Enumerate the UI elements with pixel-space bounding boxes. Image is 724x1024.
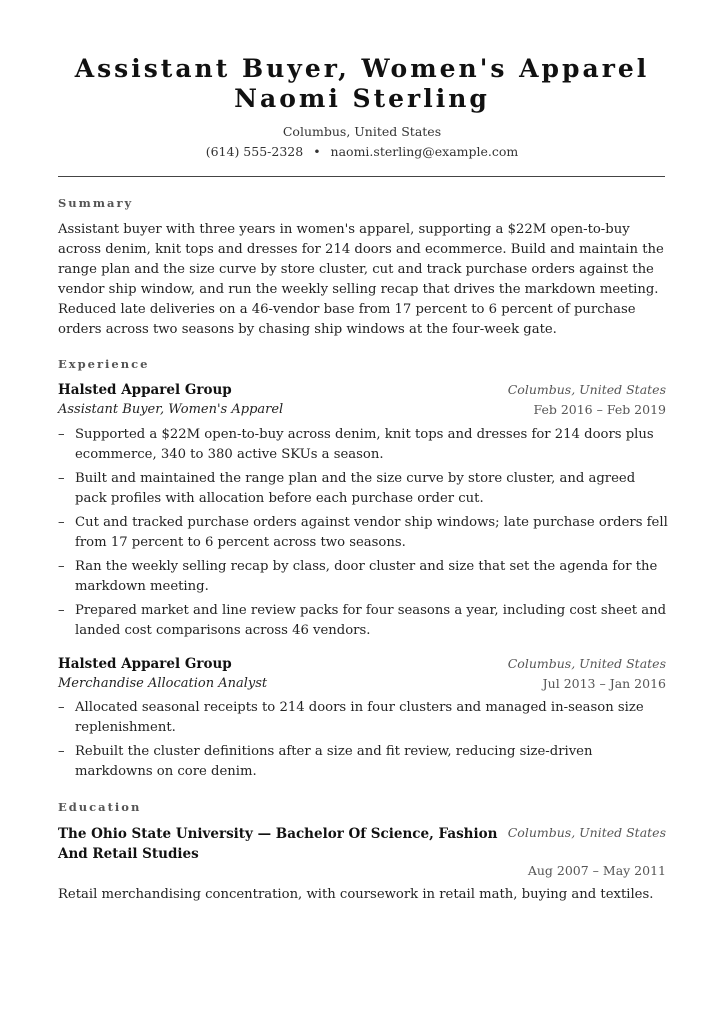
contact-line xyxy=(0,144,724,159)
job-1-location: Columbus, United States xyxy=(507,382,666,397)
job-1-header xyxy=(58,382,666,402)
list-item: – Allocated seasonal receipts to 214 doors in four clusters and managed in-season size replenishment. xyxy=(58,698,668,738)
phone: (614) 555-2328 xyxy=(205,144,304,159)
education-location: Columbus, United States xyxy=(507,825,666,840)
list-item: – Built and maintained the range plan and the size curve by store cluster, and agreed pack profiles with allocation before each purchase order cut. xyxy=(58,469,668,509)
job-title: Assistant Buyer, Women's Apparel xyxy=(74,54,650,83)
location: Columbus, United States xyxy=(282,124,442,139)
job-1-bullets xyxy=(58,425,668,645)
job-1-dates: Feb 2016 – Feb 2019 xyxy=(533,402,666,417)
job-2-location: Columbus, United States xyxy=(507,656,666,671)
job-2-dates: Jul 2013 – Jan 2016 xyxy=(542,676,666,691)
education-heading: Education xyxy=(58,800,142,814)
education-school-degree: The Ohio State University — Bachelor Of Science, Fashion And Retail Studies xyxy=(58,826,498,862)
header-divider xyxy=(58,176,665,177)
candidate-name: Naomi Sterling xyxy=(234,84,490,113)
list-item: – Rebuilt the cluster definitions after a size and fit review, reducing size-driven markdowns on core denim. xyxy=(58,742,668,782)
experience-heading: Experience xyxy=(58,357,150,371)
job-2-subheader xyxy=(58,676,666,696)
summary-text: Assistant buyer with three years in women's apparel, supporting a $22M open-to-buy across denim, knit tops and dresses for 214 doors and ecommerce. Build and maintain the range plan and the size curve by store cluster, cut and track purchase orders against the vendor ship window, and run the weekly selling recap that drives the markdown meeting. Reduced late deliveries on a 46-vendor base from 17 percent to 6 percent of purchase orders across two seasons by chasing ship windows at the four-week gate. xyxy=(58,222,664,337)
job-2-header xyxy=(58,656,666,676)
list-item: – Cut and tracked purchase orders against vendor ship windows; late purchase orders fell from 17 percent to 6 percent across two seasons. xyxy=(58,513,668,553)
summary-heading: Summary xyxy=(58,196,134,210)
education-location-row xyxy=(58,825,666,845)
list-item: – Supported a $22M open-to-buy across denim, knit tops and dresses for 214 doors plus ecommerce, 340 to 380 active SKUs a season. xyxy=(58,425,668,465)
email-link[interactable]: naomi.sterling@example.com xyxy=(330,144,519,159)
education-note: Retail merchandising concentration, with coursework in retail math, buying and textiles. xyxy=(58,887,654,902)
job-2-bullets xyxy=(58,698,668,786)
education-dates: Aug 2007 – May 2011 xyxy=(527,863,666,878)
job-1-company: Halsted Apparel Group xyxy=(58,382,232,398)
job-1-subheader xyxy=(58,402,666,422)
list-item: – Ran the weekly selling recap by class, door cluster and size that set the agenda for the markdown meeting. xyxy=(58,557,668,597)
job-1-role: Assistant Buyer, Women's Apparel xyxy=(58,402,284,417)
list-item: – Prepared market and line review packs for four seasons a year, including cost sheet and landed cost comparisons across 46 vendors. xyxy=(58,601,668,641)
job-2-company: Halsted Apparel Group xyxy=(58,656,232,672)
education-dates-row xyxy=(58,863,666,883)
separator: • xyxy=(313,144,321,159)
job-2-role: Merchandise Allocation Analyst xyxy=(58,676,268,691)
